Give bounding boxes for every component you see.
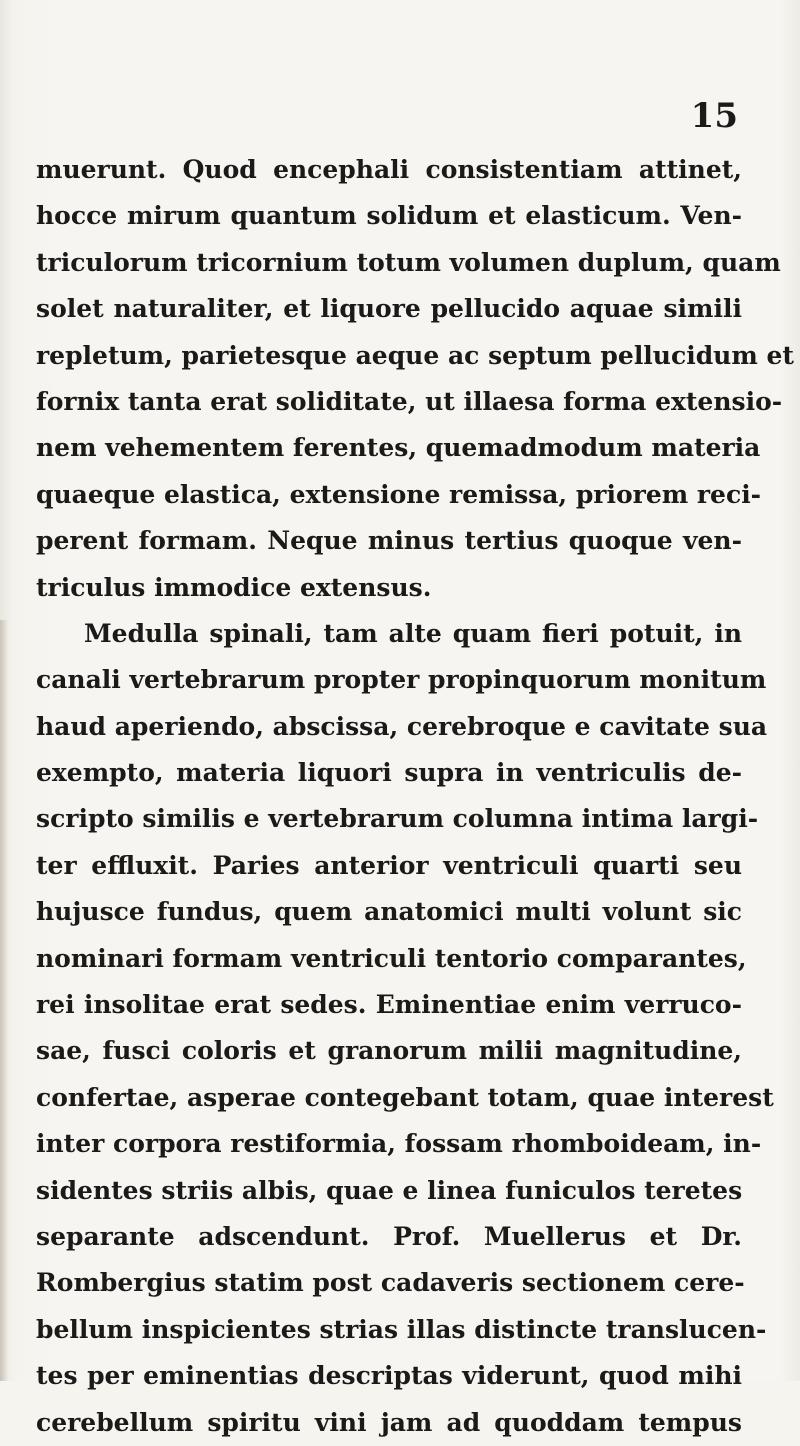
- text-line: fornix tanta erat soliditate, ut illaesa forma extensio-: [36, 386, 783, 416]
- text-line: solet naturaliter, et liquore pellucido aquae simili: [36, 294, 742, 324]
- text-line: separante adscendunt. Prof. Muellerus et Dr.: [36, 1221, 742, 1251]
- text-line: confertae, asperae contegebant totam, quae interest: [36, 1082, 774, 1112]
- text-line: exempto, materia liquori supra in ventriculis de-: [36, 758, 742, 788]
- text-line: inter corpora restiformia, fossam rhomboideam, in-: [36, 1129, 762, 1159]
- body-text: [36, 147, 794, 1446]
- text-line: nominari formam ventriculi tentorio comparantes,: [36, 943, 747, 973]
- page-number: 15: [690, 96, 738, 136]
- text-line: cerebellum spiritu vini jam ad quoddam tempus: [36, 1407, 742, 1437]
- text-line: sidentes striis albis, quae e linea funiculos teretes: [36, 1175, 743, 1205]
- text-line: triculus immodice extensus.: [36, 572, 432, 602]
- text-line: repletum, parietesque aeque ac septum pellucidum et: [36, 340, 794, 370]
- text-line: muerunt. Quod encephali consistentiam attinet,: [36, 155, 742, 184]
- text-line: quaeque elastica, extensione remissa, priorem reci-: [36, 479, 762, 509]
- text-line: Rombergius statim post cadaveris sectionem cere-: [36, 1268, 745, 1298]
- text-line: canali vertebrarum propter propinquorum monitum: [36, 665, 767, 695]
- text-line: sae, fusci coloris et granorum milii magnitudine,: [36, 1036, 742, 1066]
- text-line: triculorum tricornium totum volumen duplum, quam: [36, 247, 781, 277]
- text-line: bellum inspicientes strias illas distincte translucen-: [36, 1314, 767, 1344]
- text-line: scripto similis e vertebrarum columna intima largi-: [36, 804, 759, 834]
- text-line: hocce mirum quantum solidum et elasticum. Ven-: [36, 201, 742, 231]
- text-line: tes per eminentias descriptas viderunt, quod mihi: [36, 1361, 742, 1391]
- text-line: hujusce fundus, quem anatomici multi volunt sic: [36, 897, 742, 927]
- text-line: haud aperiendo, abscissa, cerebroque e cavitate sua: [36, 711, 768, 741]
- text-line: rei insolitae erat sedes. Eminentiae enim verruco-: [36, 990, 742, 1020]
- page-edge-shadow: [0, 620, 8, 1381]
- text-line: nem vehementem ferentes, quemadmodum materia: [36, 433, 761, 463]
- text-line: Medulla spinali, tam alte quam fieri potuit, in: [84, 618, 742, 648]
- text-line: ter effluxit. Paries anterior ventriculi quarti seu: [36, 850, 742, 880]
- text-line: perent formam. Neque minus tertius quoque ven-: [36, 526, 742, 556]
